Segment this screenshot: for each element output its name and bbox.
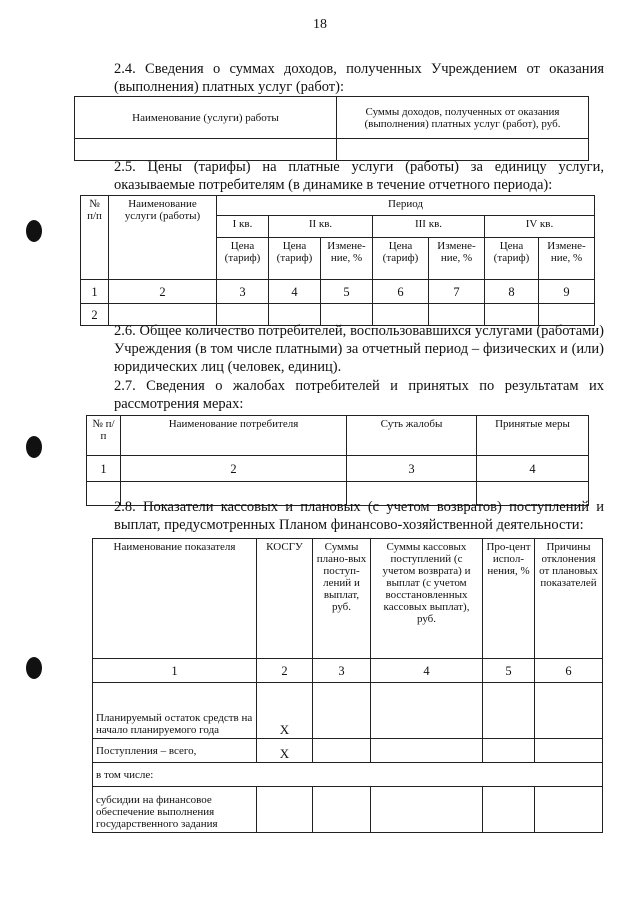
cash-col-actual: Суммы кассовых поступлений (с учетом возврата) и выплат (с учетом восстановленных кассовых выплат), руб. (371, 539, 483, 659)
tariff-row-2-no: 2 (81, 304, 109, 326)
punch-hole-3 (26, 657, 42, 679)
tariff-price-q3: Цена (тариф) (373, 238, 429, 280)
tariff-price-q4: Цена (тариф) (485, 238, 539, 280)
complaints-num-1: 1 (87, 456, 121, 482)
section-2-5-heading: 2.5. Цены (тарифы) на платные услуги (работы) за единицу услуги, оказываемые потребителям (в динамике в течение отчетного периода): (114, 159, 604, 193)
cash-num-5: 5 (483, 659, 535, 683)
cash-col-kosgu: КОСГУ (257, 539, 313, 659)
tariff-q4: IV кв. (485, 216, 595, 238)
cash-row-receipts-total: Поступления – всего, (93, 739, 257, 763)
tariff-num-3: 3 (217, 280, 269, 304)
tariff-q1: I кв. (217, 216, 269, 238)
cash-num-3: 3 (313, 659, 371, 683)
section-2-7-heading: 2.7. Сведения о жалобах потребителей и принятых по результатам их рассмотрения мерах: (114, 378, 604, 412)
complaints-col-name: Наименование потребителя (121, 416, 347, 456)
punch-hole-1 (26, 220, 42, 242)
cash-row-receipts-kosgu: Х (257, 739, 313, 763)
complaints-num-3: 3 (347, 456, 477, 482)
tariff-num-5: 5 (321, 280, 373, 304)
tariff-price-q2: Цена (тариф) (269, 238, 321, 280)
tariff-col-period: Период (217, 196, 595, 216)
section-2-6-text: 2.6. Общее количество потребителей, воспользовавшихся услугами (работами) Учреждения (в том числе платными) за отчетный период – физических и (или) юридических лиц (человек, единиц). (114, 323, 604, 375)
income-col-name: Наименование (услуги) работы (75, 97, 337, 139)
tariff-change-q3: Измене-ние, % (429, 238, 485, 280)
income-table (74, 96, 589, 161)
section-2-8-heading: 2.8. Показатели кассовых и плановых (с учетом возвратов) поступлений и выплат, предусмотренных Планом финансово-хозяйственной деятельности: (114, 499, 604, 533)
cash-num-1: 1 (93, 659, 257, 683)
tariff-num-9: 9 (539, 280, 595, 304)
cash-col-plan: Суммы плано-вых поступ-лений и выплат, руб. (313, 539, 371, 659)
section-2-4-heading: 2.4. Сведения о суммах доходов, полученных Учреждением от оказания (выполнения) платных услуг (работ): (114, 61, 604, 95)
complaints-num-2: 2 (121, 456, 347, 482)
tariff-num-1: 1 (81, 280, 109, 304)
cash-num-6: 6 (535, 659, 603, 683)
tariff-q3: III кв. (373, 216, 485, 238)
tariff-table (80, 195, 595, 326)
cash-row-subsidies: субсидии на финансовое обеспечение выполнения государственного задания (93, 787, 257, 833)
tariff-price-q1: Цена (тариф) (217, 238, 269, 280)
tariff-num-7: 7 (429, 280, 485, 304)
complaints-col-essence: Суть жалобы (347, 416, 477, 456)
tariff-num-6: 6 (373, 280, 429, 304)
cash-num-2: 2 (257, 659, 313, 683)
cash-row-opening-balance: Планируемый остаток средств на начало планируемого года (93, 683, 257, 739)
tariff-change-q4: Измене-ние, % (539, 238, 595, 280)
tariff-col-name: Наименование услуги (работы) (109, 196, 217, 280)
cash-num-4: 4 (371, 659, 483, 683)
cash-col-percent: Про-цент испол-нения, % (483, 539, 535, 659)
cash-flow-table (92, 538, 603, 833)
complaints-num-4: 4 (477, 456, 589, 482)
cash-col-name: Наименование показателя (93, 539, 257, 659)
page-number: 18 (313, 17, 327, 32)
cash-row-subsidies-kosgu (257, 787, 313, 833)
income-col-sum: Суммы доходов, полученных от оказания (выполнения) платных услуг (работ), руб. (337, 97, 589, 139)
tariff-num-8: 8 (485, 280, 539, 304)
cash-row-opening-kosgu: Х (257, 683, 313, 739)
tariff-num-4: 4 (269, 280, 321, 304)
cash-col-reasons: Причины отклонения от плановых показателей (535, 539, 603, 659)
tariff-change-q2: Измене-ние, % (321, 238, 373, 280)
complaints-table (86, 415, 589, 506)
cash-row-including: в том числе: (93, 763, 603, 787)
complaints-col-measures: Принятые меры (477, 416, 589, 456)
complaints-col-no: № п/п (87, 416, 121, 456)
punch-hole-2 (26, 436, 42, 458)
tariff-q2: II кв. (269, 216, 373, 238)
tariff-num-2: 2 (109, 280, 217, 304)
tariff-col-no: № п/п (81, 196, 109, 280)
